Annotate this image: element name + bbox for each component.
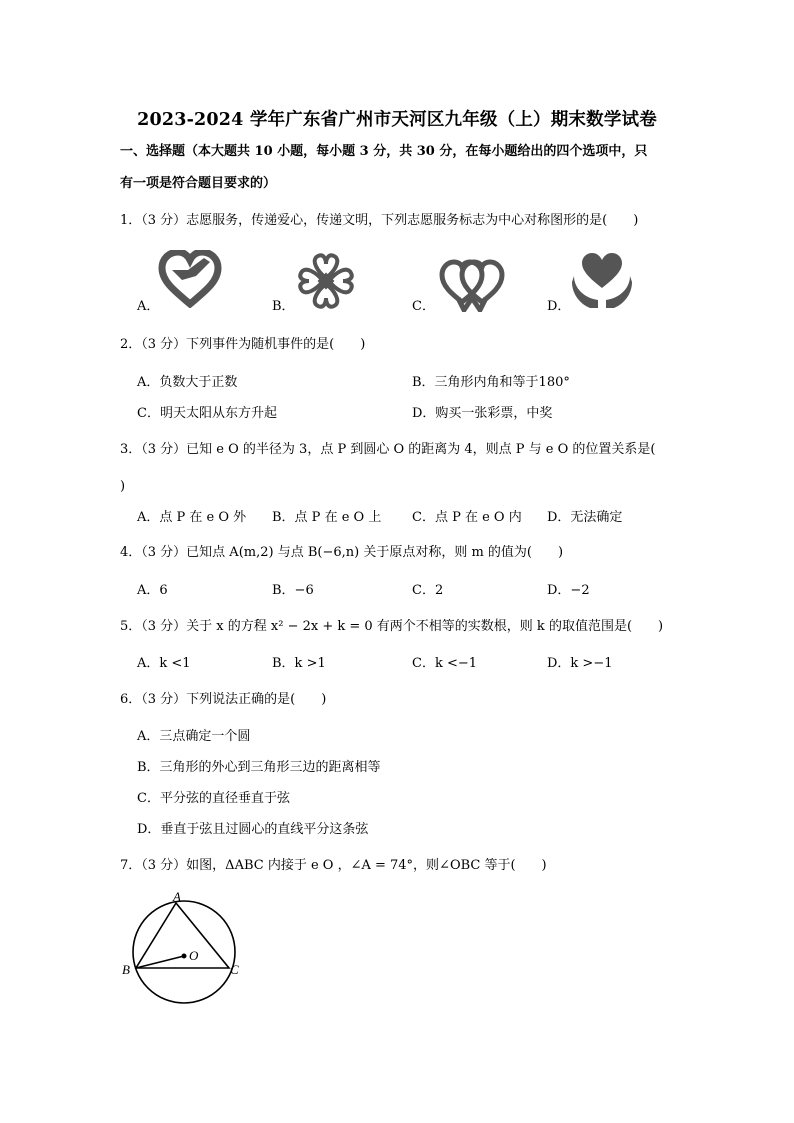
label-c: C xyxy=(230,962,239,977)
question-3-stem: 3．（3 分）已知 e O 的半径为 3，点 P 到圆心 O 的距离为 4，则点 P 与 e O 的位置关系是( xyxy=(120,442,656,457)
q6-option-b: B．三角形的外心到三角形三边的距离相等 xyxy=(137,760,381,775)
label-b: B xyxy=(122,962,130,977)
question-2-stem: 2．（3 分）下列事件为随机事件的是( ) xyxy=(120,337,366,352)
question-7-stem: 7．（3 分）如图，ΔABC 内接于 e O ，∠A = 74°，则∠OBC 等于( ) xyxy=(120,858,547,873)
question-3-stem-end: ) xyxy=(120,479,126,494)
triangle-abc xyxy=(136,903,229,968)
q6-option-a: A．三点确定一个圆 xyxy=(137,729,251,744)
linked-hearts-icon xyxy=(438,258,506,312)
q5-option-a: A．k <1 xyxy=(137,656,191,671)
q2-option-b: B．三角形内角和等于180° xyxy=(412,375,570,390)
clover-icon xyxy=(296,252,356,310)
section-heading-line-1: 一、选择题（本大题共 10 小题，每小题 3 分，共 30 分，在每小题给出的四个选项中，只 xyxy=(120,144,648,159)
q4-option-b: B．−6 xyxy=(272,583,314,598)
circle-o xyxy=(133,901,235,1003)
question-1-stem: 1．（3 分）志愿服务，传递爱心，传递文明，下列志愿服务标志为中心对称图形的是( ) xyxy=(120,213,639,228)
label-a: A xyxy=(173,890,181,904)
q1-option-b-label: B． xyxy=(272,299,295,314)
question-4-stem: 4．（3 分）已知点 A(m,2) 与点 B(−6,n) 关于原点对称，则 m 的值为( ) xyxy=(120,545,564,560)
center-dot xyxy=(182,954,187,959)
q4-option-c: C．2 xyxy=(412,583,444,598)
q6-option-c: C．平分弦的直径垂直于弦 xyxy=(137,791,290,806)
hand-heart-icon xyxy=(158,250,222,308)
q3-option-d: D．无法确定 xyxy=(547,510,623,525)
page-title: 2023-2024 学年广东省广州市天河区九年级（上）期末数学试卷 xyxy=(137,110,657,130)
q2-option-a: A．负数大于正数 xyxy=(137,375,238,390)
q4-option-d: D．−2 xyxy=(547,583,590,598)
q5-option-c: C．k <−1 xyxy=(412,656,478,671)
q4-option-a: A．6 xyxy=(137,583,168,598)
circle-triangle-figure xyxy=(118,890,248,1014)
question-5-stem: 5．（3 分）关于 x 的方程 x² − 2x + k = 0 有两个不相等的实数根，则 k 的取值范围是( ) xyxy=(120,619,664,634)
q2-option-c: C．明天太阳从东方升起 xyxy=(137,406,277,421)
q3-option-b: B．点 P 在 e O 上 xyxy=(272,510,382,525)
q3-option-c: C．点 P 在 e O 内 xyxy=(412,510,522,525)
hands-heart-icon xyxy=(570,252,634,310)
q1-option-a-label: A． xyxy=(137,299,160,314)
section-heading-line-2: 有一项是符合题目要求的） xyxy=(120,176,277,191)
label-o: O xyxy=(189,948,199,963)
question-6-stem: 6．（3 分）下列说法正确的是( ) xyxy=(120,692,327,707)
q5-option-b: B．k >1 xyxy=(272,656,326,671)
q5-option-d: D．k >−1 xyxy=(547,656,613,671)
q6-option-d: D．垂直于弦且过圆心的直线平分这条弦 xyxy=(137,822,369,837)
q3-option-a: A．点 P 在 e O 外 xyxy=(137,510,247,525)
q2-option-d: D．购买一张彩票，中奖 xyxy=(412,406,553,421)
q1-option-c-label: C． xyxy=(412,299,435,314)
q1-option-d-label: D． xyxy=(547,299,571,314)
